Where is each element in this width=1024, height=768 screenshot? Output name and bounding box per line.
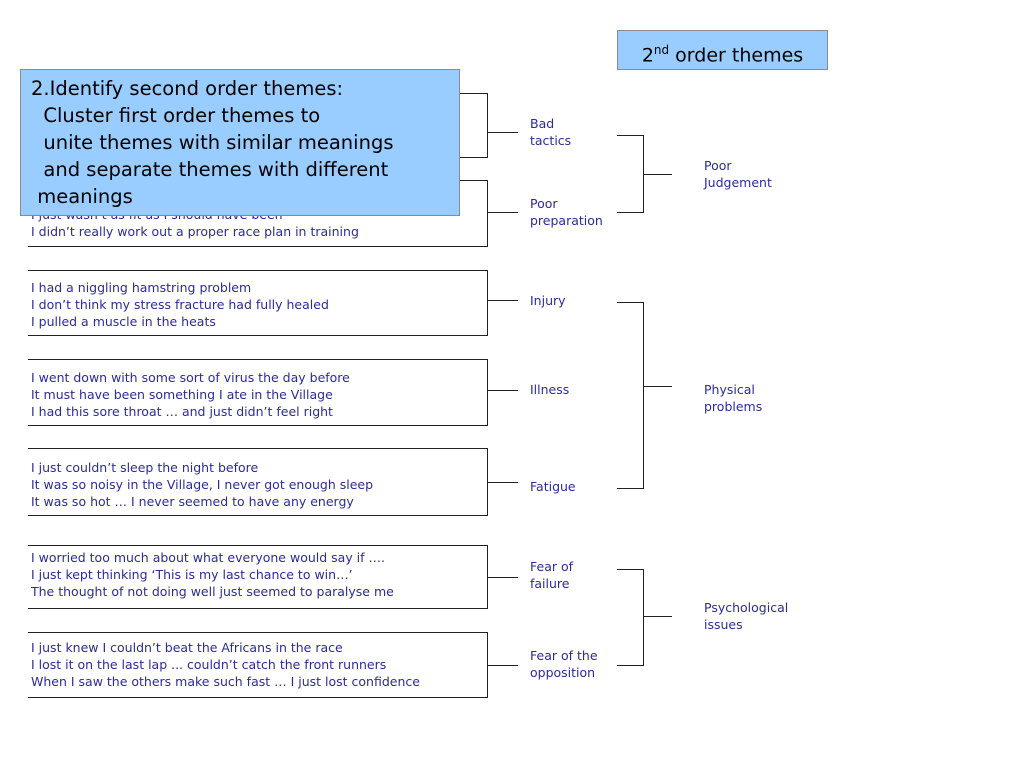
- theme-bad-tactics: Bad tactics: [530, 116, 572, 148]
- psychological-bracket-bottom: [617, 665, 644, 666]
- instruction-callout: 2.Identify second order themes: Cluster first order themes to unite themes with similar meanings and separate themes with different meanings: [20, 69, 460, 216]
- group-1-bracket: [487, 93, 488, 158]
- group-5-top-line: [28, 448, 488, 449]
- group-5-connector: [487, 482, 518, 483]
- judgement-bracket-bottom: [617, 212, 644, 213]
- theme-poor-preparation: Poor preparation: [530, 196, 603, 228]
- quote-group-5: I just couldn’t sleep the night before It was so noisy in the Village, I never got enough sleep It was so hot … I never seemed to have any energy: [31, 460, 374, 509]
- group-2-bottom-line: [28, 246, 488, 247]
- physical-bracket-bottom: [617, 488, 644, 489]
- theme-injury: Injury: [530, 293, 566, 308]
- group-3-connector: [487, 300, 518, 301]
- theme-fear-of-failure: Fear of failure: [530, 559, 574, 591]
- group-4-connector: [487, 390, 518, 391]
- group-7-bottom-line: [28, 697, 488, 698]
- quote-group-4: I went down with some sort of virus the day before It must have been something I ate in the Village I had this sore throat … and just didn’t feel right: [31, 370, 350, 419]
- group-5-bottom-line: [28, 515, 488, 516]
- second-theme-poor-judgement: Poor Judgement: [704, 158, 772, 190]
- quote-group-3: I had a niggling hamstring problem I don’t think my stress fracture had fully healed I pulled a muscle in the heats: [31, 280, 329, 329]
- group-7-connector: [487, 665, 518, 666]
- psychological-bracket-vertical: [643, 569, 644, 666]
- second-theme-psychological-issues: Psychological issues: [704, 600, 789, 632]
- theme-fear-of-opposition: Fear of the opposition: [530, 648, 598, 680]
- physical-bracket-vertical: [643, 302, 644, 489]
- group-2-bracket: [487, 180, 488, 247]
- group-2-connector: [487, 212, 518, 213]
- judgement-bracket-connector: [643, 174, 672, 175]
- group-6-bottom-line: [28, 608, 488, 609]
- psychological-bracket-connector: [643, 616, 672, 617]
- second-order-themes-header: 2nd order themes: [617, 30, 828, 70]
- physical-bracket-top: [617, 302, 644, 303]
- theme-illness: Illness: [530, 382, 570, 397]
- psychological-bracket-top: [617, 569, 644, 570]
- group-7-top-line: [28, 632, 488, 633]
- group-1-connector: [487, 132, 518, 133]
- quote-group-6: I worried too much about what everyone would say if …. I just kept thinking ‘This is my last chance to win…’ The thought of not doing well just seemed to paralyse me: [31, 550, 394, 599]
- group-3-bottom-line: [28, 335, 488, 336]
- physical-bracket-connector: [643, 386, 672, 387]
- group-3-bracket: [487, 270, 488, 336]
- quote-group-2: I didn’t really work out a proper race plan in training: [31, 224, 359, 239]
- judgement-bracket-top: [617, 135, 644, 136]
- group-6-top-line: [28, 545, 488, 546]
- group-6-connector: [487, 577, 518, 578]
- group-4-top-line: [28, 359, 488, 360]
- quote-group-7: I just knew I couldn’t beat the Africans in the race I lost it on the last lap ... couldn’t catch the front runners When I saw the others make such fast … I just lost confidence: [31, 640, 420, 689]
- group-4-bracket: [487, 359, 488, 426]
- theme-fatigue: Fatigue: [530, 479, 576, 494]
- second-theme-physical-problems: Physical problems: [704, 382, 763, 414]
- group-3-top-line: [28, 270, 488, 271]
- group-4-bottom-line: [28, 425, 488, 426]
